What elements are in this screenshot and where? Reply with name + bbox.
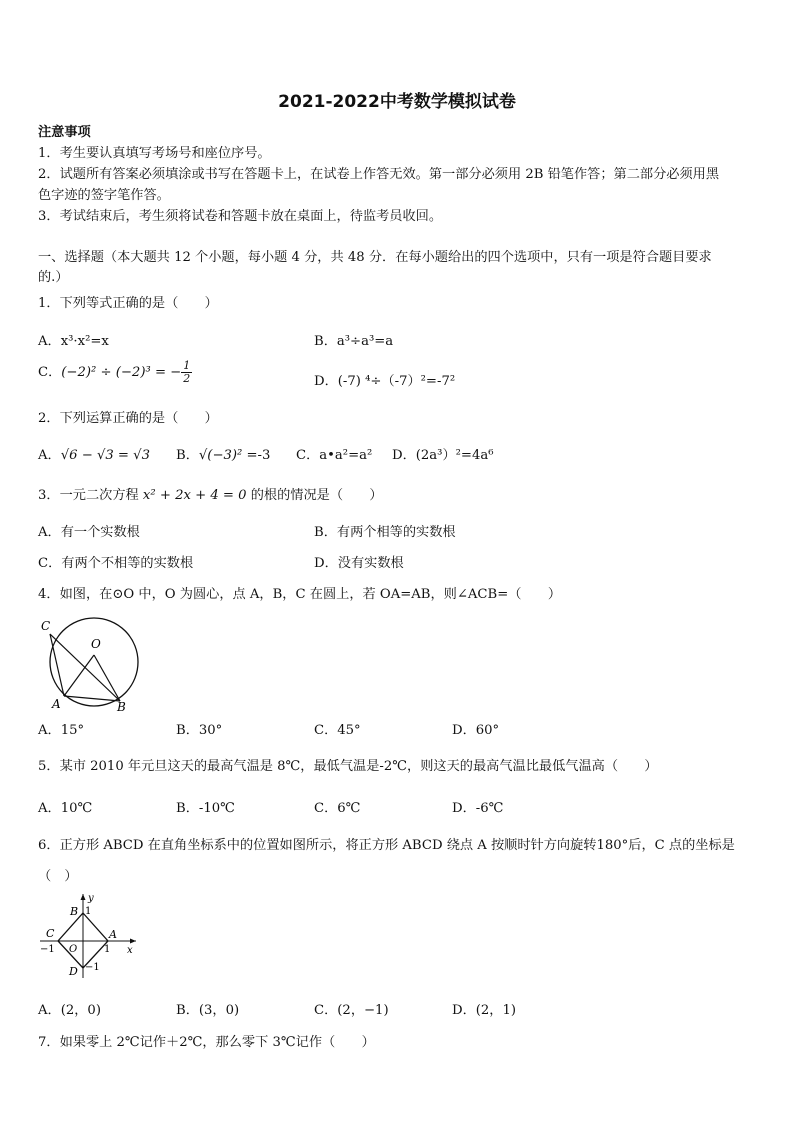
question-1-stem: 1．下列等式正确的是（ ） <box>38 296 218 311</box>
point-label-c: C <box>41 619 51 633</box>
tick-label-1-top: 1 <box>85 906 92 917</box>
y-axis-arrow <box>81 894 86 900</box>
section-heading: 一、选择题（本大题共 12 个小题，每小题 4 分，共 48 分．在每小题给出的四个选项中，只有一项是符合题目要求 <box>38 250 712 265</box>
q1-option-c-expr: (−2)² ÷ (−2)³ = − <box>61 365 182 380</box>
q4-option-d: D．60° <box>452 723 500 738</box>
tick-label-neg1-bottom: −1 <box>85 962 100 973</box>
q4-option-b: B．30° <box>176 723 223 738</box>
q6-option-a: A．(2，0) <box>38 1003 101 1018</box>
q4-option-a: A．15° <box>38 723 85 738</box>
point-label-c: C <box>46 927 55 940</box>
q5-option-d: D．-6℃ <box>452 801 504 816</box>
fraction-numerator: 1 <box>183 359 191 372</box>
q6-coordinate-figure <box>36 890 146 982</box>
q2-option-b-label: B． <box>176 448 199 463</box>
q6-option-b: B．(3，0) <box>176 1003 240 1018</box>
q5-option-b: B．-10℃ <box>176 801 235 816</box>
q2-option-d: D．(2a³）²=4a⁶ <box>392 448 494 463</box>
origin-label: O <box>69 944 78 955</box>
tick-label-neg1-left: −1 <box>40 944 55 955</box>
q1-option-a: A．x³·x²=x <box>38 334 109 349</box>
notice-item: 2．试题所有答案必须填涂或书写在答题卡上，在试卷上作答无效。第一部分必须用 2B 铅笔作答；第二部分必须用黑 <box>38 167 720 182</box>
q2-option-a-expr: √6 − √3 = √3 <box>60 448 150 463</box>
q1-option-b: B．a³÷a³=a <box>314 334 394 349</box>
question-5-stem: 5．某市 2010 年元旦这天的最高气温是 8℃，最低气温是-2℃，则这天的最高气温比最低气温高（ ） <box>38 759 658 774</box>
point-label-a: A <box>109 928 117 941</box>
notice-item: 色字迹的签字笔作答。 <box>38 188 170 203</box>
q2-option-c: C．a•a²=a² <box>296 448 373 463</box>
q3-equation: x² + 2x + 4 = 0 <box>142 488 247 503</box>
q6-option-d: D．(2，1) <box>452 1003 517 1018</box>
q3-option-b: B．有两个相等的实数根 <box>314 525 456 540</box>
notice-item: 1．考生要认真填写考场号和座位序号。 <box>38 146 271 161</box>
q3-option-a: A．有一个实数根 <box>38 525 140 540</box>
q1-option-c <box>38 360 192 385</box>
q2-option-b <box>176 444 270 463</box>
q5-option-a: A．10℃ <box>38 801 93 816</box>
notice-heading: 注意事项 <box>38 125 91 140</box>
q6-option-c: C．(2，−1) <box>314 1003 389 1018</box>
point-label-d: D <box>69 965 78 978</box>
notice-item: 3．考试结束后，考生须将试卷和答题卡放在桌面上，待监考员收回。 <box>38 209 443 224</box>
q3-stem-pre: 3．一元二次方程 <box>38 488 143 503</box>
q2-option-b-expr: √(−3)² <box>198 448 243 463</box>
q1-option-c-label: C． <box>38 365 62 380</box>
point-label-b: B <box>117 700 126 714</box>
section-heading-cont: 的.） <box>38 270 69 285</box>
q5-option-c: C．6℃ <box>314 801 361 816</box>
q3-stem-post: 的根的情况是（ ） <box>246 488 383 503</box>
question-6-stem: 6．正方形 ABCD 在直角坐标系中的位置如图所示，将正方形 ABCD 绕点 A 按顺时针方向旋转180°后，C 点的坐标是 <box>38 838 735 853</box>
q1-option-c-fraction <box>181 360 192 385</box>
segment-ob <box>94 655 120 701</box>
axis-label-x: x <box>127 945 133 956</box>
q3-option-d: D．没有实数根 <box>314 556 404 571</box>
point-label-b: B <box>70 905 79 918</box>
question-4-stem: 4．如图，在⊙O 中，O 为圆心，点 A，B，C 在圆上，若 OA=AB，则∠ACB=（ ） <box>38 587 562 602</box>
question-2-stem: 2．下列运算正确的是（ ） <box>38 411 218 426</box>
q2-option-a-label: A． <box>38 448 61 463</box>
q2-option-b-tail: =-3 <box>242 448 271 463</box>
fraction-denominator: 2 <box>183 372 191 385</box>
tick-label-1-right: 1 <box>104 944 111 955</box>
question-7-stem: 7．如果零上 2℃记作＋2℃，那么零下 3℃记作（ ） <box>38 1035 375 1050</box>
q1-option-d: D．(-7) ⁴÷（-7）²=-7² <box>314 374 456 389</box>
x-axis-arrow <box>130 939 136 944</box>
q3-option-c: C．有两个不相等的实数根 <box>38 556 194 571</box>
point-label-o: O <box>91 637 101 651</box>
question-6-stem-cont: （ ） <box>38 869 78 884</box>
q4-option-c: C．45° <box>314 723 361 738</box>
axis-label-y: y <box>88 893 94 904</box>
q4-circle-figure <box>36 612 148 714</box>
question-3-stem <box>38 484 383 503</box>
point-label-a: A <box>52 697 61 711</box>
page-title: 2021-2022中考数学模拟试卷 <box>278 92 516 112</box>
q2-option-a <box>38 444 150 463</box>
